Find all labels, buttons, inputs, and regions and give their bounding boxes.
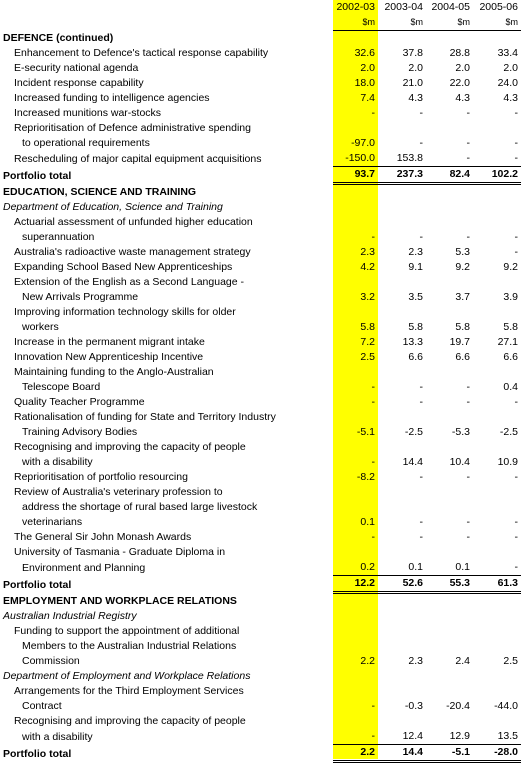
- row-label: Telescope Board: [22, 381, 101, 393]
- value-cell: [333, 485, 378, 500]
- value-cell: -: [419, 107, 423, 119]
- header-spacer: [0, 0, 333, 15]
- value-cell: -: [371, 107, 375, 119]
- total-value-3: 61.3: [473, 576, 521, 593]
- value-cell: -: [419, 381, 423, 393]
- value-cell: -: [419, 231, 423, 243]
- value-cell: [378, 215, 426, 230]
- value-cell: [333, 275, 378, 290]
- value-cell: [473, 624, 521, 639]
- value-cell: -: [514, 531, 518, 543]
- value-cell: [473, 714, 521, 729]
- row-label: University of Tasmania - Graduate Diploma in: [14, 546, 226, 558]
- value-cell: [378, 31, 426, 47]
- row-label: Recognising and improving the capacity of people: [14, 441, 246, 453]
- value-cell: 10.9: [497, 456, 518, 468]
- value-cell: [378, 684, 426, 699]
- value-cell: [378, 639, 426, 654]
- value-cell: -20.4: [446, 700, 470, 712]
- row-label: Increased funding to intelligence agencies: [14, 92, 210, 104]
- value-cell: 21.0: [402, 77, 423, 89]
- value-cell: [333, 200, 378, 215]
- row-label: Environment and Planning: [22, 561, 146, 574]
- value-cell: -: [419, 471, 423, 483]
- total-value-1: 52.6: [378, 576, 426, 593]
- table-row: [0, 470, 521, 485]
- value-cell: [333, 215, 378, 230]
- section-defence: [0, 31, 521, 47]
- value-cell: [473, 121, 521, 136]
- value-cell: [426, 624, 473, 639]
- row-label: Innovation New Apprenticeship Incentive: [14, 351, 204, 363]
- row-label: Expanding School Based New Apprenticeships: [14, 261, 233, 273]
- value-cell: -: [371, 531, 375, 543]
- value-cell: 2.4: [455, 655, 470, 667]
- value-cell: [426, 609, 473, 624]
- agency-name: Australian Industrial Registry: [3, 610, 137, 622]
- value-cell: 32.6: [354, 47, 375, 59]
- table-row: [0, 230, 521, 245]
- value-cell: 2.0: [455, 62, 470, 74]
- table-row: [0, 624, 521, 639]
- unit-header: $m: [378, 15, 426, 31]
- unit-header: $m: [333, 15, 378, 31]
- value-cell: -: [514, 137, 518, 149]
- value-cell: [426, 410, 473, 425]
- value-cell: [473, 200, 521, 215]
- value-cell: [473, 275, 521, 290]
- total-value-2: 55.3: [426, 576, 473, 593]
- value-cell: -: [514, 107, 518, 119]
- value-cell: [426, 305, 473, 320]
- table-row: [0, 61, 521, 76]
- value-cell: [473, 440, 521, 455]
- value-cell: 14.4: [402, 456, 423, 468]
- value-cell: -: [466, 471, 470, 483]
- value-cell: -150.0: [345, 152, 375, 164]
- value-cell: -: [514, 396, 518, 408]
- table-row: [0, 395, 521, 410]
- value-cell: -: [466, 531, 470, 543]
- value-cell: 4.3: [455, 92, 470, 104]
- value-cell: 9.1: [408, 261, 423, 273]
- table-row: [0, 455, 521, 470]
- value-cell: 13.3: [402, 336, 423, 348]
- table-row: [0, 136, 521, 151]
- table-row: [0, 290, 521, 305]
- value-cell: 9.2: [503, 261, 518, 273]
- section-employment: [0, 593, 521, 610]
- value-cell: [333, 609, 378, 624]
- section-education: [0, 184, 521, 201]
- value-cell: -: [419, 396, 423, 408]
- value-cell: -: [371, 396, 375, 408]
- value-cell: 6.6: [455, 351, 470, 363]
- value-cell: 6.6: [503, 351, 518, 363]
- total-label: Portfolio total: [3, 578, 72, 591]
- total-value-2: -5.1: [426, 745, 473, 762]
- value-cell: -: [466, 152, 470, 164]
- row-label: Recognising and improving the capacity of people: [14, 715, 246, 727]
- total-label: Portfolio total: [3, 747, 72, 760]
- value-cell: [473, 305, 521, 320]
- value-cell: [426, 545, 473, 560]
- value-cell: [426, 200, 473, 215]
- value-cell: [333, 184, 378, 201]
- value-cell: [426, 31, 473, 47]
- value-cell: 2.3: [408, 246, 423, 258]
- year-header: 2003-04: [384, 1, 423, 13]
- value-cell: 153.8: [396, 152, 423, 164]
- value-cell: [426, 669, 473, 684]
- table-row: [0, 365, 521, 380]
- value-cell: 4.3: [408, 92, 423, 104]
- table-row: [0, 440, 521, 455]
- value-cell: 13.5: [497, 730, 518, 742]
- value-cell: [426, 500, 473, 515]
- table-row: [0, 121, 521, 136]
- value-cell: [473, 410, 521, 425]
- value-cell: -44.0: [494, 700, 518, 712]
- value-cell: [473, 184, 521, 201]
- unit-header: $m: [426, 15, 473, 31]
- value-cell: [333, 365, 378, 380]
- value-cell: [426, 215, 473, 230]
- value-cell: -: [371, 381, 375, 393]
- agency-name: Department of Education, Science and Training: [3, 201, 223, 213]
- row-label: Australia's radioactive waste management strategy: [14, 246, 251, 258]
- value-cell: 4.3: [503, 92, 518, 104]
- section-title: DEFENCE (continued): [3, 32, 114, 44]
- year-header: 2004-05: [431, 1, 470, 13]
- value-cell: 3.2: [360, 291, 375, 303]
- row-label: Arrangements for the Third Employment Services: [14, 685, 244, 697]
- value-cell: 28.8: [449, 47, 470, 59]
- row-label: address the shortage of rural based large livestock: [22, 501, 258, 513]
- row-label: Review of Australia's veterinary profession to: [14, 486, 223, 498]
- agency-row: [0, 609, 521, 624]
- row-label: Increase in the permanent migrant intake: [14, 336, 205, 348]
- value-cell: 37.8: [402, 47, 423, 59]
- row-label: veterinarians: [22, 516, 83, 528]
- table-row: [0, 425, 521, 440]
- value-cell: -: [466, 396, 470, 408]
- value-cell: 27.1: [497, 336, 518, 348]
- value-cell: [426, 485, 473, 500]
- value-cell: [378, 365, 426, 380]
- total-value-3: 102.2: [473, 167, 521, 184]
- table-row: [0, 485, 521, 500]
- value-cell: [473, 31, 521, 47]
- total-value-0: 93.7: [333, 167, 378, 184]
- value-cell: 9.2: [455, 261, 470, 273]
- value-cell: [378, 593, 426, 610]
- row-label: Quality Teacher Programme: [14, 396, 145, 408]
- value-cell: [333, 714, 378, 729]
- row-label: Enhancement to Defence's tactical response capability: [14, 47, 269, 59]
- portfolio-total-row: [0, 167, 521, 184]
- table-row: [0, 305, 521, 320]
- row-label: Extension of the English as a Second Language -: [14, 276, 244, 288]
- value-cell: [378, 624, 426, 639]
- row-label: The General Sir John Monash Awards: [14, 531, 192, 543]
- value-cell: 33.4: [497, 47, 518, 59]
- table-row: [0, 515, 521, 530]
- value-cell: 5.8: [408, 321, 423, 333]
- value-cell: 10.4: [449, 456, 470, 468]
- value-cell: [473, 684, 521, 699]
- value-cell: -: [466, 381, 470, 393]
- value-cell: [333, 545, 378, 560]
- year-header: 2005-06: [479, 1, 518, 13]
- table-row: [0, 260, 521, 275]
- value-cell: 0.1: [455, 561, 470, 573]
- value-cell: [378, 275, 426, 290]
- value-cell: 0.1: [360, 516, 375, 528]
- table-row: [0, 335, 521, 350]
- value-cell: -0.3: [404, 700, 423, 712]
- value-cell: [426, 121, 473, 136]
- value-cell: -: [466, 231, 470, 243]
- value-cell: [426, 639, 473, 654]
- value-cell: [378, 609, 426, 624]
- value-cell: 0.2: [360, 561, 375, 573]
- table-row: [0, 215, 521, 230]
- value-cell: [378, 184, 426, 201]
- value-cell: -: [371, 231, 375, 243]
- value-cell: [473, 639, 521, 654]
- table-row: [0, 410, 521, 425]
- value-cell: -: [514, 516, 518, 528]
- value-cell: [333, 121, 378, 136]
- row-label: Members to the Australian Industrial Relations: [22, 640, 237, 652]
- table-row: [0, 699, 521, 714]
- value-cell: [426, 275, 473, 290]
- table-row: [0, 320, 521, 335]
- value-cell: 0.4: [503, 381, 518, 393]
- row-label: Reprioritisation of Defence administrative spending: [14, 122, 251, 134]
- value-cell: [473, 545, 521, 560]
- row-label: to operational requirements: [22, 137, 150, 149]
- value-cell: 2.2: [360, 655, 375, 667]
- value-cell: -: [514, 246, 518, 258]
- value-cell: [473, 215, 521, 230]
- value-cell: 24.0: [497, 77, 518, 89]
- value-cell: [473, 609, 521, 624]
- total-value-1: 14.4: [378, 745, 426, 762]
- value-cell: -5.3: [451, 426, 470, 438]
- value-cell: 0.1: [408, 561, 423, 573]
- value-cell: -: [419, 137, 423, 149]
- total-value-2: 82.4: [426, 167, 473, 184]
- value-cell: [378, 669, 426, 684]
- value-cell: -: [371, 456, 375, 468]
- table-row: [0, 245, 521, 260]
- total-label: Portfolio total: [3, 169, 72, 182]
- row-label: Actuarial assessment of unfunded higher education: [14, 216, 253, 228]
- table-row: [0, 76, 521, 91]
- table-row: [0, 380, 521, 395]
- total-value-1: 237.3: [378, 167, 426, 184]
- row-label: Training Advisory Bodies: [22, 426, 138, 438]
- row-label: New Arrivals Programme: [22, 291, 139, 303]
- value-cell: 12.4: [402, 730, 423, 742]
- value-cell: [473, 485, 521, 500]
- value-cell: [426, 440, 473, 455]
- row-label: Incident response capability: [14, 77, 144, 89]
- value-cell: [378, 500, 426, 515]
- row-label: with a disability: [22, 456, 93, 468]
- table-row: [0, 275, 521, 290]
- value-cell: -: [371, 700, 375, 712]
- value-cell: 5.8: [360, 321, 375, 333]
- value-cell: -: [371, 730, 375, 742]
- value-cell: [426, 184, 473, 201]
- table-row: [0, 560, 521, 576]
- agency-row: [0, 200, 521, 215]
- value-cell: [426, 365, 473, 380]
- value-cell: [378, 305, 426, 320]
- row-label: E-security national agenda: [14, 62, 139, 74]
- value-cell: 12.9: [449, 730, 470, 742]
- table-row: [0, 350, 521, 365]
- value-cell: -: [514, 561, 518, 573]
- value-cell: -: [514, 231, 518, 243]
- value-cell: 19.7: [449, 336, 470, 348]
- value-cell: [426, 714, 473, 729]
- table-row: [0, 729, 521, 745]
- value-cell: -: [514, 152, 518, 164]
- value-cell: [378, 440, 426, 455]
- value-cell: -: [514, 471, 518, 483]
- unit-header: $m: [473, 15, 521, 31]
- row-label: Commission: [22, 655, 80, 667]
- value-cell: [333, 31, 378, 47]
- value-cell: [378, 545, 426, 560]
- section-title: EMPLOYMENT AND WORKPLACE RELATIONS: [3, 595, 237, 607]
- value-cell: 22.0: [449, 77, 470, 89]
- value-cell: 7.4: [360, 92, 375, 104]
- value-cell: 2.3: [408, 655, 423, 667]
- value-cell: [378, 485, 426, 500]
- value-cell: [333, 305, 378, 320]
- table-row: [0, 500, 521, 515]
- value-cell: -: [466, 137, 470, 149]
- table-row: [0, 530, 521, 545]
- value-cell: [378, 714, 426, 729]
- header-spacer: [0, 15, 333, 31]
- row-label: Rescheduling of major capital equipment acquisitions: [14, 152, 262, 165]
- value-cell: -: [419, 516, 423, 528]
- value-cell: 2.0: [360, 62, 375, 74]
- row-label: Contract: [22, 700, 62, 712]
- value-cell: -97.0: [351, 137, 375, 149]
- value-cell: -: [466, 107, 470, 119]
- value-cell: 5.8: [455, 321, 470, 333]
- year-header-row: [0, 0, 521, 15]
- row-label: superannuation: [22, 231, 95, 243]
- value-cell: 3.9: [503, 291, 518, 303]
- agency-name: Department of Employment and Workplace Relations: [3, 670, 251, 682]
- row-label: workers: [22, 321, 59, 333]
- value-cell: [378, 121, 426, 136]
- value-cell: [378, 410, 426, 425]
- section-title: EDUCATION, SCIENCE AND TRAINING: [3, 186, 197, 198]
- value-cell: [473, 500, 521, 515]
- value-cell: -: [466, 516, 470, 528]
- value-cell: 2.5: [360, 351, 375, 363]
- value-cell: -: [419, 531, 423, 543]
- value-cell: -8.2: [356, 471, 375, 483]
- row-label: Maintaining funding to the Anglo-Australian: [14, 366, 214, 378]
- value-cell: [333, 440, 378, 455]
- table-row: [0, 106, 521, 121]
- value-cell: 2.5: [503, 655, 518, 667]
- row-label: Reprioritisation of portfolio resourcing: [14, 471, 188, 483]
- total-value-0: 2.2: [333, 745, 378, 762]
- value-cell: [426, 684, 473, 699]
- row-label: Increased munitions war-stocks: [14, 107, 162, 119]
- value-cell: [378, 200, 426, 215]
- value-cell: 2.3: [360, 246, 375, 258]
- total-value-3: -28.0: [473, 745, 521, 762]
- table-row: [0, 714, 521, 729]
- table-row: [0, 91, 521, 106]
- value-cell: [333, 684, 378, 699]
- value-cell: -5.1: [356, 426, 375, 438]
- value-cell: [333, 593, 378, 610]
- value-cell: [333, 410, 378, 425]
- unit-header-row: [0, 15, 521, 31]
- table-row: [0, 545, 521, 560]
- value-cell: [426, 593, 473, 610]
- table-row: [0, 639, 521, 654]
- value-cell: -2.5: [499, 426, 518, 438]
- value-cell: [473, 669, 521, 684]
- value-cell: 2.0: [503, 62, 518, 74]
- value-cell: [473, 365, 521, 380]
- value-cell: 2.0: [408, 62, 423, 74]
- value-cell: [473, 593, 521, 610]
- value-cell: 5.3: [455, 246, 470, 258]
- value-cell: 3.5: [408, 291, 423, 303]
- value-cell: [333, 639, 378, 654]
- table-row: [0, 654, 521, 669]
- value-cell: 6.6: [408, 351, 423, 363]
- total-value-0: 12.2: [333, 576, 378, 593]
- value-cell: 4.2: [360, 261, 375, 273]
- row-label: Funding to support the appointment of additional: [14, 625, 240, 637]
- value-cell: -2.5: [404, 426, 423, 438]
- value-cell: 7.2: [360, 336, 375, 348]
- row-label: Improving information technology skills for older: [14, 306, 236, 318]
- value-cell: [333, 624, 378, 639]
- year-header: 2002-03: [336, 1, 375, 13]
- row-label: Rationalisation of funding for State and Territory Industry: [14, 411, 276, 423]
- table-row: [0, 46, 521, 61]
- row-label: with a disability: [22, 730, 93, 743]
- value-cell: 5.8: [503, 321, 518, 333]
- value-cell: 3.7: [455, 291, 470, 303]
- table-row: [0, 151, 521, 167]
- portfolio-total-row: [0, 576, 521, 593]
- agency-row: [0, 669, 521, 684]
- value-cell: [333, 500, 378, 515]
- value-cell: 18.0: [354, 77, 375, 89]
- table-row: [0, 684, 521, 699]
- value-cell: [333, 669, 378, 684]
